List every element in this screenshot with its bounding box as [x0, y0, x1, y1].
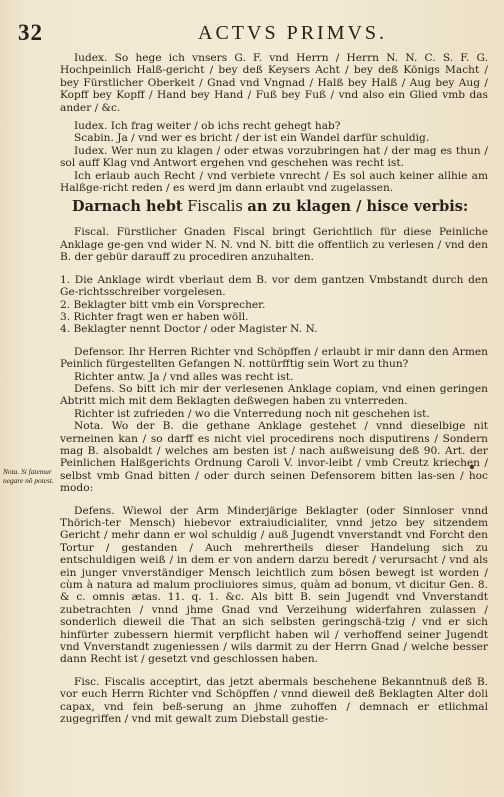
heading-latin: Fiscalis — [187, 199, 243, 216]
main-text — [60, 52, 488, 726]
paragraph-iudex-klage: Iudex. Wer nun zu klagen / oder etwas vorzubringen hat / der mag es thun / sol auff Klag vnd Antwort ergehen vnd geschehen was recht ist. — [60, 144, 488, 170]
running-title: ACTVS PRIMVS. — [198, 22, 388, 44]
heading-fraktur: Darnach hebt — [72, 198, 183, 216]
paragraph-richter-zufrieden: Richter ist zufrieden / wo die Vnterredung noch nit geschehen ist. — [74, 407, 430, 420]
heading-rest: an zu klagen / hisce verbis: — [247, 198, 469, 216]
margin-note-line: Nota. Si fatemur — [3, 467, 52, 476]
page-header — [18, 20, 488, 50]
paragraph-fiscal: Fiscal. Fürstlicher Gnaden Fiscal bringt Gerichtlich für diese Peinliche Anklage ge-gen vnd wider N. N. vnd N. bitt die offentlich zu verlesen / vnd den B. der gebür darauff zu procediren anzuhalten. — [60, 226, 488, 264]
list-item: 1. Die Anklage wirdt vberlaut dem B. vor dem gantzen Vmbstandt durch den Ge-richtsschreiber vorgelesen. — [60, 273, 488, 299]
paragraph-iudex-hegung: Iudex. So hege ich vnsers G. F. vnd Herrn / Herrn N. N. C. S. F. G. Hochpeinlich Halß-gericht / bey deß Keysers Acht / bey deß Königs Macht / bey Fürstlicher Oberkeit / Gnad vnd Vngnad / Halß bey Halß / Aug bey Aug / Kopff bey Kopff / Hand bey Hand / Fuß bey Fuß / vnd also ein Glied vmb das ander / &c. — [60, 52, 488, 114]
paragraph-fiscal-acceptirt: Fisc. Fiscalis acceptirt, das jetzt abermals beschehene Bekanntnuß deß B. vor euch Herrn Richter vnd Schöpffen / vnnd dieweil deß Beklagten Alter doli capax, vnd fein beß-serung an jhme zuhoffen / demnach er etlichmal zugegriffen / vnd mit gewalt zum Diebstall gestie- — [60, 675, 488, 726]
paragraph-scabin-antwort: Scabin. Ja / vnd wer es bricht / der ist ein Wandel darfür schuldig. — [74, 132, 430, 145]
section-heading — [72, 198, 488, 216]
paragraph-richter-antwort: Richter antw. Ja / vnd alles was recht ist. — [74, 370, 294, 383]
paragraph-defensor-copiam: Defens. So bitt ich mir der verlesenen Anklage copiam, vnd einen geringen Abtritt mich mit dem Beklagten deßwegen haben zu vnterreden. — [60, 382, 488, 408]
paragraph-iudex-frage: Iudex. Ich frag weiter / ob ichs recht gehegt hab? — [74, 120, 341, 133]
list-item: 4. Beklagter nennt Doctor / oder Magister N. N. — [60, 323, 318, 336]
margin-note-line: negare nō potest. — [3, 476, 54, 485]
list-item: 2. Beklagter bitt vmb ein Vorsprecher. — [60, 298, 266, 311]
margin-note — [3, 467, 57, 485]
list-item: 3. Richter fragt wen er haben wöll. — [60, 310, 249, 323]
paragraph-nota: Nota. Wo der B. die gethane Anklage gestehet / vnnd dieselbige nit verneinen kan / so darff es nicht viel procedirens noch disputirens / Sondern mag B. alsobaldt / welches am besten ist / nach außweisung deß 90. Art. der Peinlichen Halßgerichts Ordnung Caroli V. invor-leibt / vmb Creutz kriechen / selbst vmb Gnad bitten / oder durch seinen Defensorem bitten las-sen / hoc modo: — [60, 420, 488, 495]
paragraph-defensor-gnade: Defens. Wiewol der Arm Minderjärige Beklagter (oder Sinnloser vnnd Thörich-ter Mensch) hiebevor extraiudicialiter, vnnd jetzo bey sitzendem Gericht / mehr dann er wol schuldig / auß Jugendt vnverstandt vnd Forcht den Tortur / gestanden / Auch mehrertheils dieser Handelung sich zu entschuldigen weiß / in dem er von andern darzu beredt / verursacht / vnd als ein junger vnverständiger Mensch leichtlich zum bösen bewegt ist worden / cùm à natura ad malum procliuiores simus, quàm ad bonum, vt dicitur Gen. 8. & c. omnis ætas. 11. q. 1. &c. Als bitt B. sein Jugendt vnd Vnverstandt zubetrachten / vnnd jhme Gnad vnd Verzeihung widerfahren zulassen / sonderlich dieweil die That an sich selbsten geringschä-tzig / vnd er sich hinfürter zubessern hiermit verpflicht haben wil / verhoffend seiner Jugendt vnd Vnverstandt zugeniessen / wils darmit zu der Herrn Gnad / welche besser dann Recht ist / gesetzt vnd geschlossen haben. — [60, 504, 488, 666]
paragraph-erlaubnis: Ich erlaub auch Recht / vnd verbiete vnrecht / Es sol auch keiner allhie am Halßge-richt reden / es werd jm dann erlaubt vnd zugelassen. — [60, 169, 488, 195]
page-number: 32 — [18, 20, 43, 45]
paragraph-defensor-bitte: Defensor. Ihr Herren Richter vnd Schöpffen / erlaubt ir mir dann den Armen Peinlich fürgestellten Gefangen N. nottürfftig sein Wort zu thun? — [60, 345, 488, 371]
